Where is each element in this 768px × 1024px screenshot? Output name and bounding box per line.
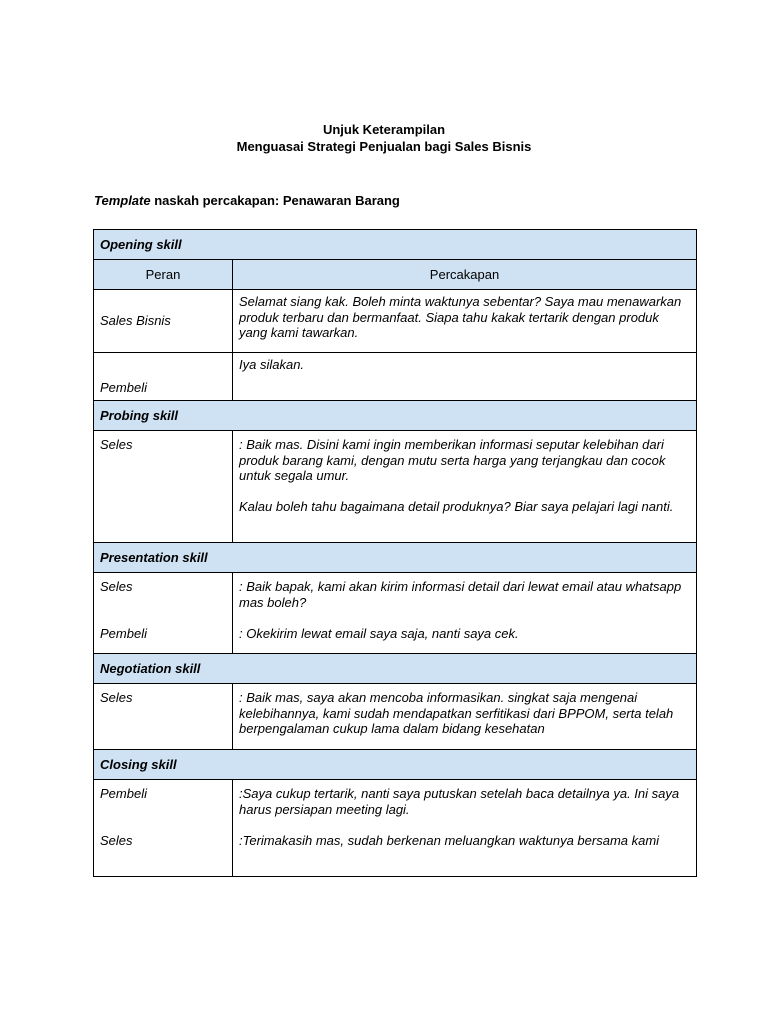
conversation-text: :Saya cukup tertarik, nanti saya putuskan setelah baca detailnya ya. Ini saya harus persiapan meeting lagi. (239, 786, 680, 817)
table-header-row (94, 260, 697, 290)
section-row-closing (94, 750, 697, 780)
template-heading (94, 192, 400, 209)
role-cell (94, 573, 233, 654)
document-subtitle: Menguasai Strategi Penjualan bagi Sales Bisnis (236, 138, 532, 154)
conversation-text: :Terimakasih mas, sudah berkenan meluangkan waktunya bersama kami (239, 832, 660, 848)
role-cell (94, 780, 233, 877)
role-label: Seles (100, 832, 133, 848)
role-label: Pembeli (100, 786, 147, 801)
conversation-cell (233, 431, 697, 543)
document-title-block (0, 122, 768, 155)
section-row-negotiation (94, 654, 697, 684)
section-title: Negotiation skill (94, 654, 697, 684)
table-row (94, 780, 697, 877)
role-label: Pembeli (100, 625, 147, 641)
role-cell: Sales Bisnis (94, 290, 233, 353)
conversation-text: : Baik bapak, kami akan kirim informasi detail dari lewat email atau whatsapp mas boleh? (239, 579, 682, 610)
section-row-probing (94, 401, 697, 431)
conversation-text: : Baik mas. Disini kami ingin memberikan informasi seputar kelebihan dari produk barang kami, dengan mutu serta harga yang terjangkau dan cocok untuk segala umur. (239, 437, 666, 484)
column-header-conversation: Percakapan (233, 260, 697, 290)
section-title: Closing skill (94, 750, 697, 780)
section-row-opening (94, 230, 697, 260)
conversation-cell: : Baik mas, saya akan mencoba informasikan. singkat saja mengenai kelebihannya, kami sudah mendapatkan serfitikasi dari BPPOM, serta telah berpengalaman cukup lama dalam bidang kesehatan (233, 684, 697, 750)
conversation-cell: Iya silakan. (233, 353, 697, 401)
role-cell: Pembeli (94, 353, 233, 401)
document-title: Unjuk Keterampilan (322, 122, 446, 137)
conversation-text: Kalau boleh tahu bagaimana detail produknya? Biar saya pelajari lagi nanti. (239, 499, 674, 515)
table-row (94, 684, 697, 750)
conversation-cell (233, 573, 697, 654)
conversation-cell (233, 780, 697, 877)
table-row (94, 290, 697, 353)
template-heading-text: naskah percakapan: Penawaran Barang (150, 193, 400, 208)
table-row (94, 353, 697, 401)
role-cell: Seles (94, 431, 233, 543)
role-cell: Seles (94, 684, 233, 750)
section-title: Probing skill (94, 401, 697, 431)
conversation-table (93, 229, 697, 877)
conversation-cell: Selamat siang kak. Boleh minta waktunya sebentar? Saya mau menawarkan produk terbaru dan bermanfaat. Siapa tahu kakak tertarik dengan produk yang kami tawarkan. (233, 290, 697, 353)
section-title: Presentation skill (94, 543, 697, 573)
section-row-presentation (94, 543, 697, 573)
conversation-text: : Okekirim lewat email saya saja, nanti saya cek. (239, 625, 519, 641)
role-label: Seles (100, 579, 133, 594)
section-title: Opening skill (94, 230, 697, 260)
table-row (94, 431, 697, 543)
table-row (94, 573, 697, 654)
column-header-role: Peran (94, 260, 233, 290)
template-heading-italic: Template (94, 193, 151, 208)
